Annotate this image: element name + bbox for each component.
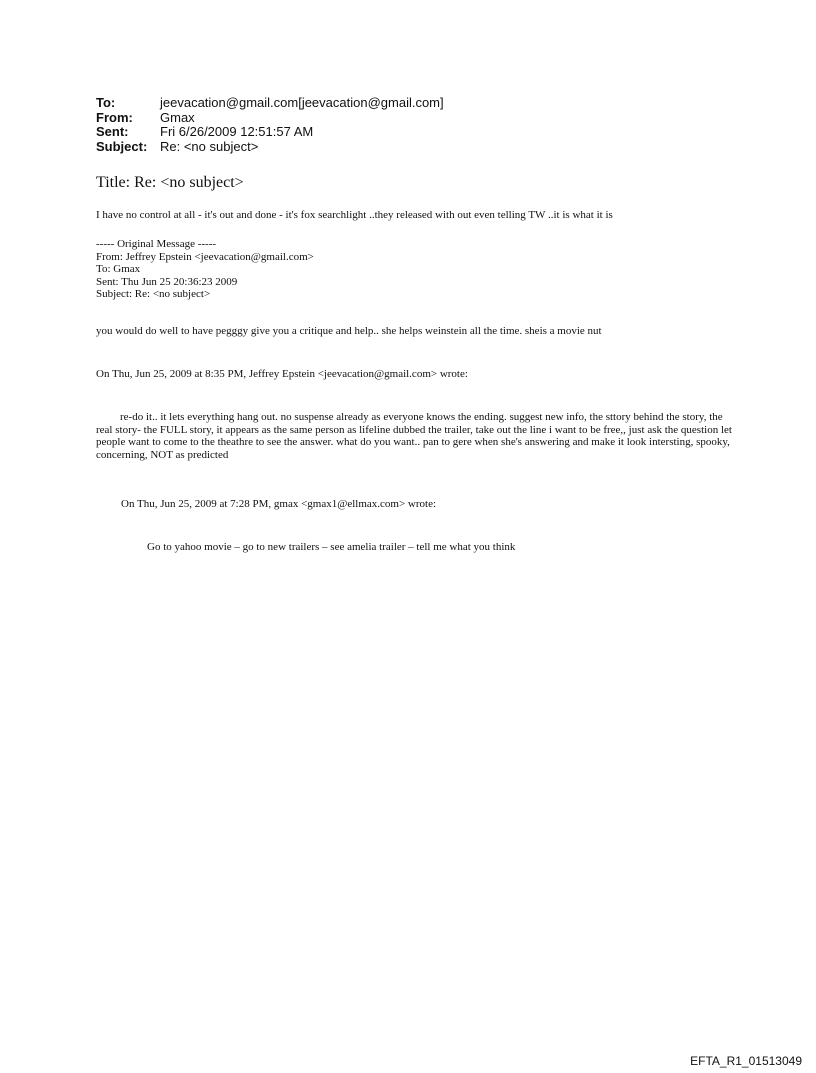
header-row-sent	[96, 125, 444, 140]
subject-value: Re: <no subject>	[160, 138, 259, 154]
email-title: Title: Re: <no subject>	[96, 174, 244, 191]
original-separator: ----- Original Message -----	[96, 238, 217, 250]
document-id: EFTA_R1_01513049	[690, 1054, 802, 1068]
original-message-block	[96, 238, 314, 301]
quote1-header: On Thu, Jun 25, 2009 at 8:35 PM, Jeffrey Epstein <jeevacation@gmail.com> wrote:	[96, 368, 468, 380]
original-sent: Sent: Thu Jun 25 20:36:23 2009	[96, 275, 238, 288]
header-row-subject	[96, 140, 444, 155]
quote1-body: re-do it.. it lets everything hang out. no suspense already as everyone knows the ending. suggest new info, the sttory behind the story, the real story- the FULL story, it appears as the same person as lifeline dubbed the trailer, take out the line i want to be free,, just ask the question let people want to come to the theathre to see the answer. what do you want.. pan to gere when she's answering and make it look intersting, spooky, concerning, NOT as predicted	[96, 411, 732, 461]
sent-value: Fri 6/26/2009 12:51:57 AM	[160, 124, 314, 139]
epstein-reply-text: you would do well to have pegggy give you a critique and help.. she helps weinstein all the time. sheis a movie nut	[96, 325, 602, 337]
original-subject: Subject: Re: <no subject>	[96, 288, 211, 300]
subject-label: Subject:	[96, 138, 148, 154]
to-value: jeevacation@gmail.com[jeevacation@gmail.com]	[160, 95, 444, 110]
quote2-body: Go to yahoo movie – go to new trailers – see amelia trailer – tell me what you think	[147, 541, 516, 553]
to-label: To:	[96, 95, 116, 110]
header-row-to	[96, 96, 444, 111]
sent-label: Sent:	[96, 124, 129, 139]
reply-text: I have no control at all - it's out and done - it's fox searchlight ..they released with out even telling TW ..it is what it is	[96, 209, 613, 221]
from-value: Gmax	[160, 109, 195, 125]
original-from: From: Jeffrey Epstein <jeevacation@gmail.com>	[96, 250, 314, 263]
quote2-header: On Thu, Jun 25, 2009 at 7:28 PM, gmax <gmax1@ellmax.com> wrote:	[121, 498, 437, 510]
from-label: From:	[96, 109, 133, 125]
email-header	[96, 96, 444, 154]
original-to: To: Gmax	[96, 263, 141, 275]
header-row-from	[96, 111, 444, 126]
